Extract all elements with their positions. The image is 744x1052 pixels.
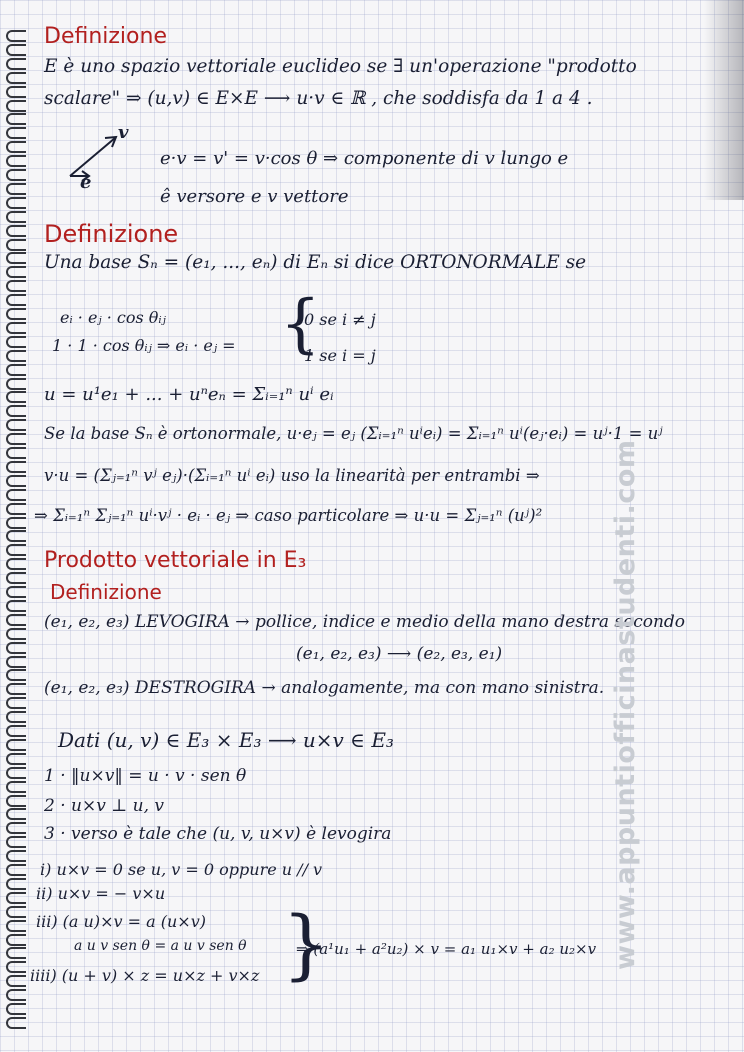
spiral-ring: [6, 808, 26, 820]
spiral-ring: [6, 572, 26, 584]
spiral-ring: [6, 683, 26, 695]
cases-brace: {: [280, 287, 321, 361]
spiral-ring: [6, 294, 26, 306]
spiral-ring: [6, 517, 26, 529]
spiral-ring: [6, 141, 26, 153]
spiral-ring: [6, 530, 26, 542]
spiral-ring: [6, 72, 26, 84]
spiral-ring: [6, 127, 26, 139]
property-1: 1 · ‖u×v‖ = u · v · sen θ: [44, 766, 247, 786]
properties-brace: }: [282, 899, 331, 988]
property-iiii: iiii) (u + v) × z = u×z + v×z: [30, 966, 260, 985]
heading-definizione-3: Definizione: [50, 580, 162, 604]
spiral-ring: [6, 934, 26, 946]
spiral-ring: [6, 475, 26, 487]
text-line-3: e·v = v' = v·cos θ ⇒ componente di v lungo e: [160, 148, 569, 169]
spiral-ring: [6, 461, 26, 473]
spiral-ring: [6, 600, 26, 612]
spiral-ring: [6, 378, 26, 390]
page-corner-shadow: [704, 0, 744, 200]
vector-e-label: e: [80, 172, 92, 193]
spiral-ring: [6, 544, 26, 556]
text-line-12: (e₁, e₂, e₃) ⟶ (e₂, e₃, e₁): [296, 644, 503, 664]
text-line-11: (e₁, e₂, e₃) LEVOGIRA → pollice, indice e medio della mano destra secondo: [44, 612, 686, 632]
heading-definizione-1: Definizione: [44, 24, 167, 49]
spiral-ring: [6, 767, 26, 779]
spiral-ring: [6, 642, 26, 654]
spiral-ring: [6, 225, 26, 237]
spiral-ring: [6, 822, 26, 834]
text-line-9: v·u = (Σⱼ₌₁ⁿ vʲ eⱼ)·(Σᵢ₌₁ⁿ uⁱ eᵢ) uso la linearità per entrambi ⇒: [44, 466, 540, 485]
spiral-ring: [6, 336, 26, 348]
spiral-ring: [6, 113, 26, 125]
spiral-ring: [6, 489, 26, 501]
spiral-ring: [6, 739, 26, 751]
spiral-ring: [6, 211, 26, 223]
property-2: 2 · u×v ⊥ u, v: [44, 796, 164, 816]
spiral-ring: [6, 711, 26, 723]
spiral-ring: [6, 836, 26, 848]
text-line-6a: eᵢ · eⱼ · cos θᵢⱼ: [60, 308, 166, 327]
linearity-result: ⇒ (a¹u₁ + a²u₂) × v = a₁ u₁×v + a₂ u₂×v: [296, 940, 597, 958]
spiral-ring: [6, 558, 26, 570]
spiral-ring: [6, 183, 26, 195]
spiral-ring: [6, 725, 26, 737]
text-line-7: u = u¹e₁ + ... + uⁿeₙ = Σᵢ₌₁ⁿ uⁱ eᵢ: [44, 384, 334, 405]
spiral-ring: [6, 350, 26, 362]
spiral-ring: [6, 58, 26, 70]
spiral-ring: [6, 86, 26, 98]
spiral-ring: [6, 878, 26, 890]
spiral-ring: [6, 44, 26, 56]
spiral-ring: [6, 906, 26, 918]
spiral-ring: [6, 892, 26, 904]
case-line-2: 1 se i = j: [304, 346, 376, 365]
spiral-ring: [6, 169, 26, 181]
text-line-10: ⇒ Σᵢ₌₁ⁿ Σⱼ₌₁ⁿ uⁱ·vʲ · eᵢ · eⱼ ⇒ caso particolare ⇒ u·u = Σⱼ₌₁ⁿ (uʲ)²: [34, 506, 543, 525]
spiral-ring: [6, 753, 26, 765]
property-iii: iii) (a u)×v = a (u×v): [36, 912, 206, 931]
spiral-ring: [6, 975, 26, 987]
watermark: www.appuntiofficinastudenti.com: [610, 439, 641, 970]
spiral-ring: [6, 864, 26, 876]
spiral-ring: [6, 1003, 26, 1015]
property-i: i) u×v = 0 se u, v = 0 oppure u // v: [40, 860, 323, 879]
text-line-14: Dati (u, v) ∈ E₃ × E₃ ⟶ u×v ∈ E₃: [58, 728, 394, 752]
spiral-ring: [6, 405, 26, 417]
spiral-ring: [6, 239, 26, 251]
property-3: 3 · verso è tale che (u, v, u×v) è levogira: [44, 824, 392, 844]
spiral-ring: [6, 628, 26, 640]
property-ii: ii) u×v = − v×u: [36, 884, 166, 903]
spiral-ring: [6, 503, 26, 515]
spiral-ring: [6, 781, 26, 793]
spiral-binding: [6, 30, 32, 1040]
spiral-ring: [6, 419, 26, 431]
spiral-ring: [6, 433, 26, 445]
spiral-ring: [6, 669, 26, 681]
text-line-8: Se la base Sₙ è ortonormale, u·eⱼ = eⱼ (Σᵢ₌₁ⁿ uⁱeᵢ) = Σᵢ₌₁ⁿ uⁱ(eⱼ·eᵢ) = uʲ·1 = uʲ: [44, 424, 663, 443]
spiral-ring: [6, 961, 26, 973]
text-line-1: E è uno spazio vettoriale euclideo se ∃ un'operazione "prodotto: [44, 56, 637, 77]
text-line-4: ê versore e v vettore: [160, 186, 349, 207]
spiral-ring: [6, 100, 26, 112]
spiral-ring: [6, 266, 26, 278]
text-line-6b: 1 · 1 · cos θᵢⱼ ⇒ eᵢ · eⱼ =: [52, 336, 236, 355]
spiral-ring: [6, 947, 26, 959]
spiral-ring: [6, 364, 26, 376]
vector-v-label: v: [118, 122, 129, 143]
heading-definizione-2: Definizione: [44, 220, 179, 248]
spiral-ring: [6, 989, 26, 1001]
spiral-ring: [6, 656, 26, 668]
text-line-5: Una base Sₙ = (e₁, ..., eₙ) di Eₙ si dice ORTONORMALE se: [44, 252, 587, 273]
text-line-2: scalare" ⇒ (u,v) ∈ E×E ⟶ u·v ∈ ℝ , che soddisfa da 1 a 4 .: [44, 88, 593, 109]
spiral-ring: [6, 1017, 26, 1029]
spiral-ring: [6, 697, 26, 709]
spiral-ring: [6, 795, 26, 807]
spiral-ring: [6, 155, 26, 167]
property-iii-detail: a u v sen θ = a u v sen θ: [74, 938, 247, 954]
spiral-ring: [6, 920, 26, 932]
spiral-ring: [6, 850, 26, 862]
spiral-ring: [6, 252, 26, 264]
case-line-1: 0 se i ≠ j: [304, 310, 376, 329]
heading-prodotto-vettoriale: Prodotto vettoriale in E₃: [44, 548, 307, 573]
spiral-ring: [6, 30, 26, 42]
spiral-ring: [6, 614, 26, 626]
spiral-ring: [6, 586, 26, 598]
spiral-ring: [6, 322, 26, 334]
text-line-13: (e₁, e₂, e₃) DESTROGIRA → analogamente, ma con mano sinistra.: [44, 678, 605, 698]
spiral-ring: [6, 391, 26, 403]
spiral-ring: [6, 447, 26, 459]
spiral-ring: [6, 280, 26, 292]
spiral-ring: [6, 197, 26, 209]
spiral-ring: [6, 308, 26, 320]
